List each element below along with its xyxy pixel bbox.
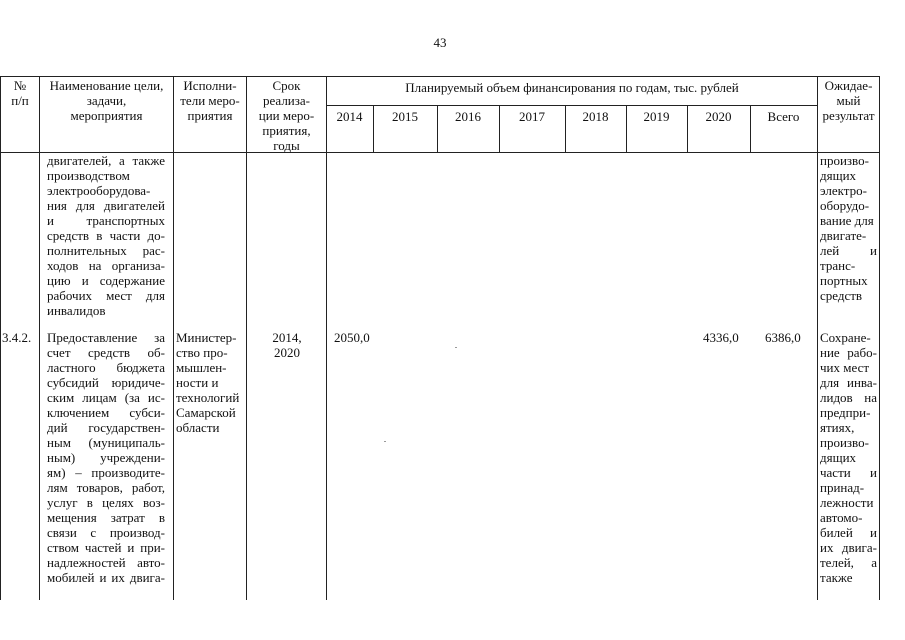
header-num: № п/п: [11, 78, 29, 108]
header-year-2017: 2017: [519, 109, 545, 124]
header-year-2020: 2020: [705, 109, 732, 124]
header-year-2018: 2018: [582, 109, 609, 124]
col-divider-2: [39, 76, 40, 600]
header-term: Срок реализа- ции меро- приятия, годы: [258, 78, 315, 153]
funding-subheader-border: [326, 105, 817, 106]
scan-speck: [455, 347, 457, 348]
header-result: Ожидае- мый результат: [822, 78, 875, 123]
scan-speck: [384, 441, 386, 442]
table-top-border: [0, 76, 880, 77]
row2-value-2020: 4336,0: [703, 330, 739, 345]
header-year-2019: 2019: [643, 109, 670, 124]
row2-value-total: 6386,0: [765, 330, 801, 345]
row1-result-cell: произво- дящих электро- оборудо- вание для двигате- лей и транс- портных средств: [820, 153, 877, 303]
row2-term-cell: 2014, 2020: [272, 330, 302, 360]
header-total: Всего: [767, 109, 800, 124]
col-divider-7: [879, 76, 880, 600]
header-year-2015: 2015: [392, 109, 418, 124]
row2-name-cell: Предоставление за счет средств об- ластного бюджета субсидий юридиче- ским лицам (за ис- ключением субси- дий государствен- ным (муниципаль- ным) учреждени- ям) – производите- лям товаров, работ, услуг в целях воз- мещения затрат в связи с производ- ством частей и при- надлежностей авто- мобилей и их двига-: [47, 330, 165, 585]
col-divider-6: [817, 76, 818, 600]
row2-num: 3.4.2.: [2, 330, 32, 345]
col-divider-4: [246, 76, 247, 600]
col-divider-1: [0, 76, 1, 600]
header-executor: Исполни- тели меро- приятия: [180, 78, 240, 123]
header-year-2016: 2016: [455, 109, 481, 124]
col-divider-5: [326, 76, 327, 600]
row2-value-2014: 2050,0: [334, 330, 370, 345]
header-name: Наименование цели, задачи, мероприятия: [49, 78, 164, 123]
row1-name-cell: двигателей, а также производством электрооборудова- ния для двигателей и транспортных средств в части до- полнительных рас- ходов на организа- цию и содержание рабочих мест для инвалидов: [47, 153, 165, 318]
header-year-2014: 2014: [336, 109, 363, 124]
page-number: 43: [433, 35, 447, 50]
row2-result-cell: Сохране- ние рабо- чих мест для инва- лидов на предпри- ятиях, произво- дящих части и принад- лежности автомо- билей и их двига- телей, а также: [820, 330, 877, 585]
row2-executor-cell: Министер- ство про- мышлен- ности и технологий Самарской области: [176, 330, 240, 435]
col-divider-3: [173, 76, 174, 600]
header-funding: Планируемый объем финансирования по годам, тыс. рублей: [405, 80, 739, 95]
